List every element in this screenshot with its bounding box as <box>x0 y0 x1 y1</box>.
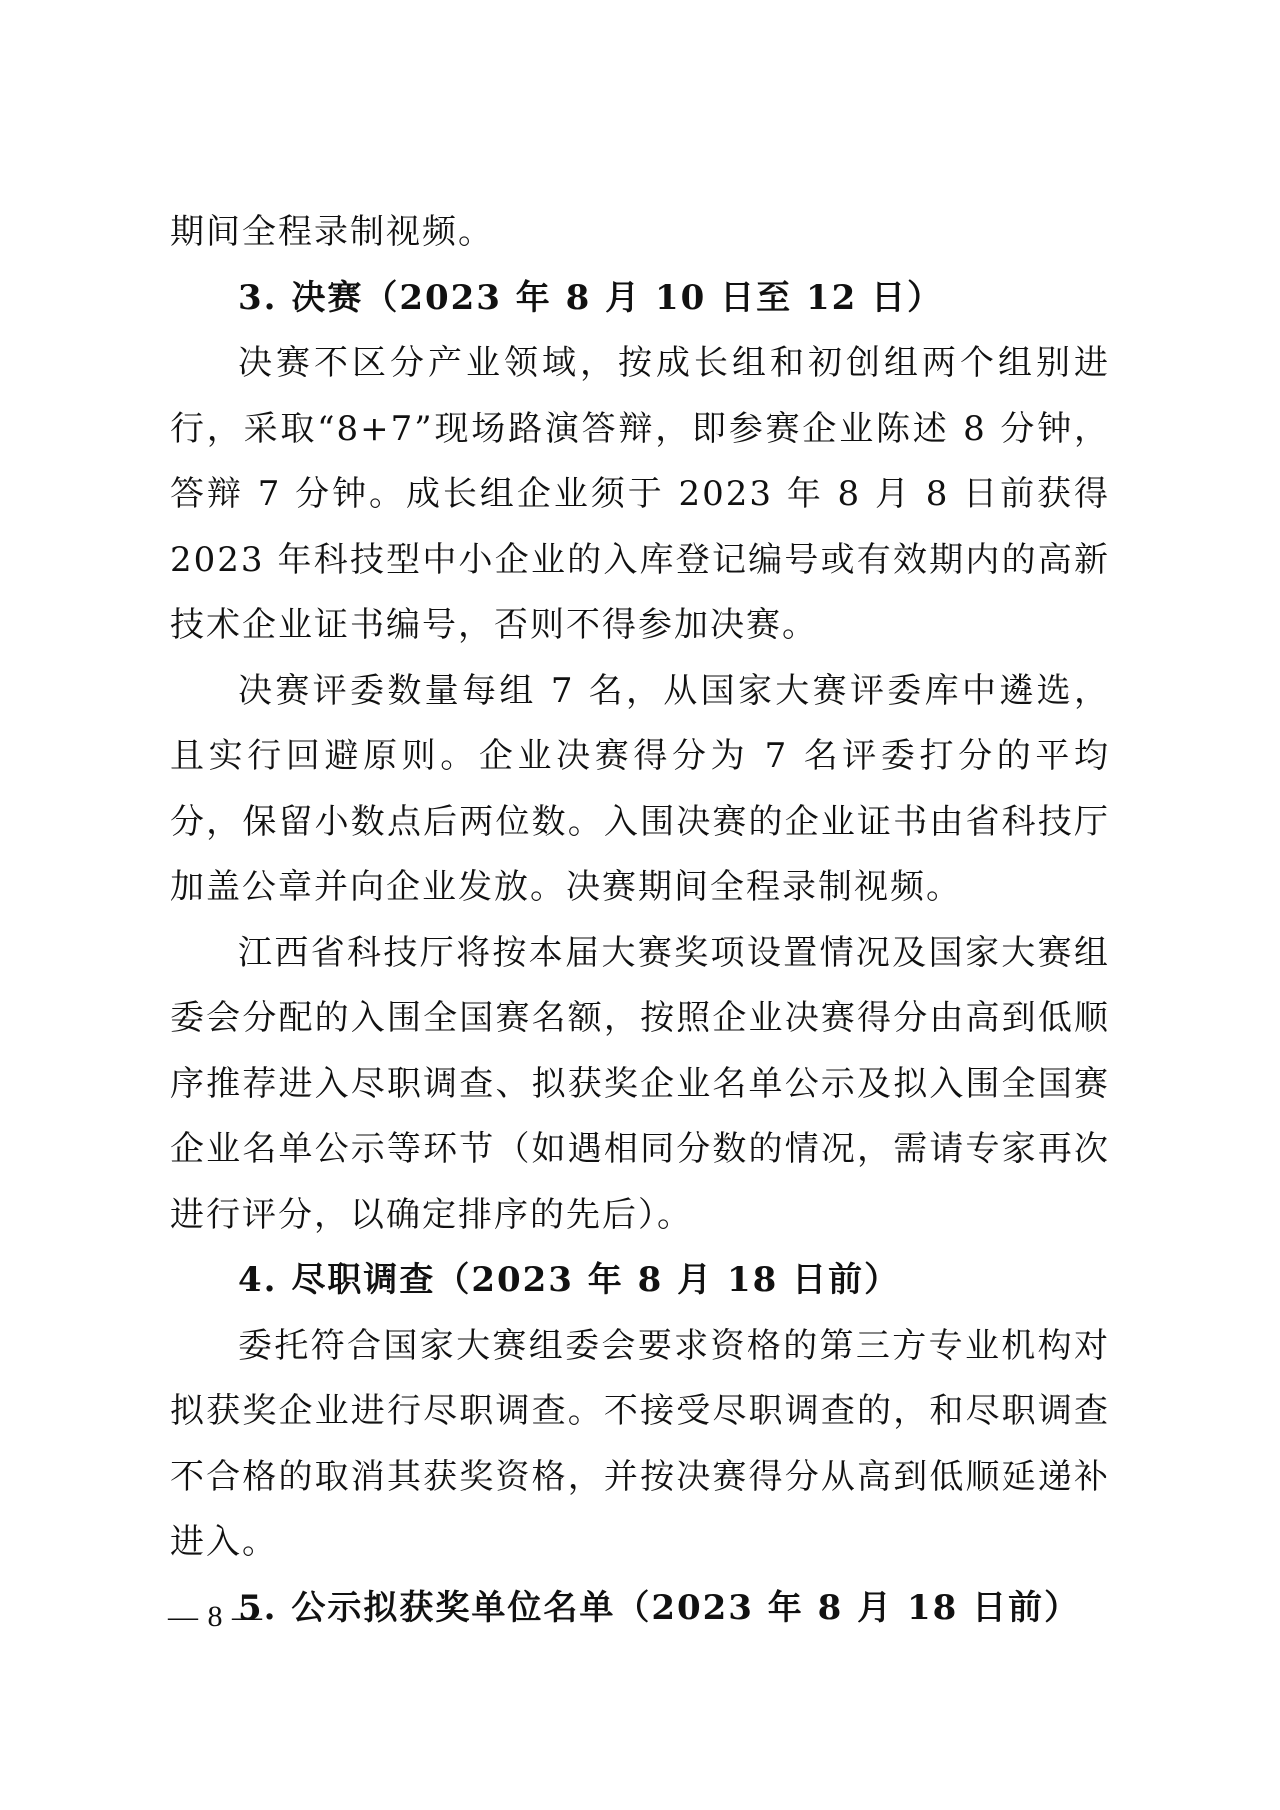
section-heading-final: 3. 决赛（2023 年 8 月 10 日至 12 日） <box>238 277 944 318</box>
section-heading-due-diligence: 4. 尽职调查（2023 年 8 月 18 日前） <box>238 1260 901 1300</box>
paragraph-recommendation: 江西省科技厅将按本届大赛奖项设置情况及国家大赛组委会分配的入围全国赛名额，按照企业决赛得分由高到低顺序推荐进入尽职调查、拟获奖企业名单公示及拟入围全国赛企业名单公示等环节（如遇相同分数的情况，需请专家再次进行评分，以确定排序的先后）。 <box>170 932 1110 1235</box>
paragraph-due-diligence: 委托符合国家大赛组委会要求资格的第三方专业机构对拟获奖企业进行尽职调查。不接受尽职调查的，和尽职调查不合格的取消其获奖资格，并按决赛得分从高到低顺延递补进入。 <box>170 1325 1110 1562</box>
paragraph-continued: 期间全程录制视频。 <box>170 212 494 252</box>
body-text <box>170 200 1110 1641</box>
section-heading-publicity: 5. 公示拟获奖单位名单（2023 年 8 月 18 日前） <box>238 1587 1081 1628</box>
paragraph-final-judges: 决赛评委数量每组 7 名，从国家大赛评委库中遴选，且实行回避原则。企业决赛得分为 7 名评委打分的平均分，保留小数点后两位数。入围决赛的企业证书由省科技厅加盖公章并向企业发放。决赛期间全程录制视频。 <box>170 670 1110 907</box>
paragraph-final-format: 决赛不区分产业领域，按成长组和初创组两个组别进行，采取“8+7”现场路演答辩，即参赛企业陈述 8 分钟，答辩 7 分钟。成长组企业须于 2023 年 8 月 8 日前获得 2023 年科技型中小企业的入库登记编号或有效期内的高新技术企业证书编号，否则不得参加决赛。 <box>170 343 1110 645</box>
page-number: — 8 — <box>168 1600 263 1633</box>
